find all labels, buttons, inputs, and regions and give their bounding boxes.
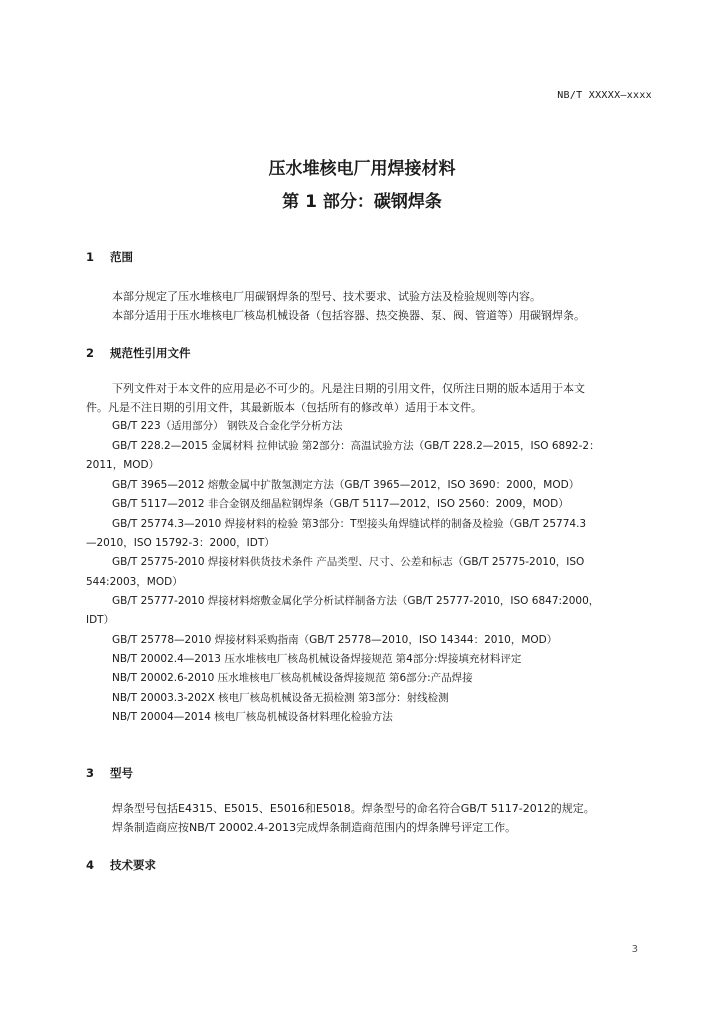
reference-item: GB/T 228.2—2015 金属材料 拉伸试验 第2部分：高温试验方法（GB/T 228.2—2015，ISO 6892-2： — [112, 440, 600, 452]
reference-item-continued: 2011，MOD） — [86, 459, 160, 471]
section-4-heading — [86, 857, 156, 873]
section-title: 规范性引用文件 — [110, 346, 191, 360]
section-1-heading — [86, 249, 133, 265]
paragraph: 焊条制造商应按NB/T 20002.4-2013完成焊条制造商范围内的焊条牌号评定工作。 — [112, 821, 517, 834]
section-title: 型号 — [110, 766, 134, 780]
section-3-heading — [86, 765, 133, 781]
document-subtitle: 第 1 部分：碳钢焊条 — [282, 192, 442, 212]
reference-item: NB/T 20002.6-2010 压水堆核电厂核岛机械设备焊接规范 第6部分:产品焊接 — [112, 672, 473, 684]
reference-item: GB/T 223（适用部分） 钢铁及合金化学分析方法 — [112, 420, 343, 432]
reference-item: NB/T 20002.4—2013 压水堆核电厂核岛机械设备焊接规范 第4部分:焊接填充材料评定 — [112, 653, 522, 665]
section-number: 3 — [86, 766, 95, 780]
standard-code: NB/T XXXXX—xxxx — [557, 90, 652, 101]
section-number: 2 — [86, 346, 95, 360]
section-2-heading — [86, 345, 191, 361]
reference-item: GB/T 3965—2012 熔敷金属中扩散氢测定方法（GB/T 3965—2012，ISO 3690：2000，MOD） — [112, 479, 580, 491]
reference-item-continued: 544:2003，MOD） — [86, 576, 183, 588]
paragraph: 本部分适用于压水堆核电厂核岛机械设备（包括容器、热交换器、泵、阀、管道等）用碳钢焊条。 — [112, 309, 585, 322]
section-number: 4 — [86, 858, 95, 872]
reference-item-continued: IDT） — [86, 614, 115, 626]
reference-item: GB/T 25775-2010 焊接材料供货技术条件 产品类型、尺寸、公差和标志（GB/T 25775-2010，ISO — [112, 556, 585, 568]
reference-item: GB/T 25774.3—2010 焊接材料的检验 第3部分：T型接头角焊缝试样的制备及检验（GB/T 25774.3 — [112, 518, 587, 530]
section-title: 技术要求 — [110, 858, 157, 872]
reference-item: NB/T 20004—2014 核电厂核岛机械设备材料理化检验方法 — [112, 711, 393, 723]
paragraph: 件。凡是不注日期的引用文件，其最新版本（包括所有的修改单）适用于本文件。 — [86, 401, 482, 414]
section-title: 范围 — [110, 250, 134, 264]
paragraph: 焊条型号包括E4315、E5015、E5016和E5018。焊条型号的命名符合GB/T 5117-2012的规定。 — [112, 802, 595, 815]
paragraph: 下列文件对于本文件的应用是必不可少的。凡是注日期的引用文件，仅所注日期的版本适用于本文 — [112, 382, 585, 395]
reference-item: GB/T 5117—2012 非合金钢及细晶粒钢焊条（GB/T 5117—2012，ISO 2560：2009，MOD） — [112, 498, 569, 510]
reference-item: GB/T 25778—2010 焊接材料采购指南（GB/T 25778—2010，ISO 14344：2010，MOD） — [112, 634, 558, 646]
reference-item: GB/T 25777-2010 焊接材料熔敷金属化学分析试样制备方法（GB/T 25777-2010，ISO 6847:2000， — [112, 595, 600, 607]
document-title: 压水堆核电厂用焊接材料 — [268, 159, 456, 179]
page-number: 3 — [631, 944, 638, 955]
section-number: 1 — [86, 250, 95, 264]
paragraph: 本部分规定了压水堆核电厂用碳钢焊条的型号、技术要求、试验方法及检验规则等内容。 — [112, 290, 541, 303]
reference-item-continued: —2010，ISO 15792-3：2000，IDT） — [86, 537, 275, 549]
reference-item: NB/T 20003.3-202X 核电厂核岛机械设备无损检测 第3部分：射线检测 — [112, 692, 449, 704]
